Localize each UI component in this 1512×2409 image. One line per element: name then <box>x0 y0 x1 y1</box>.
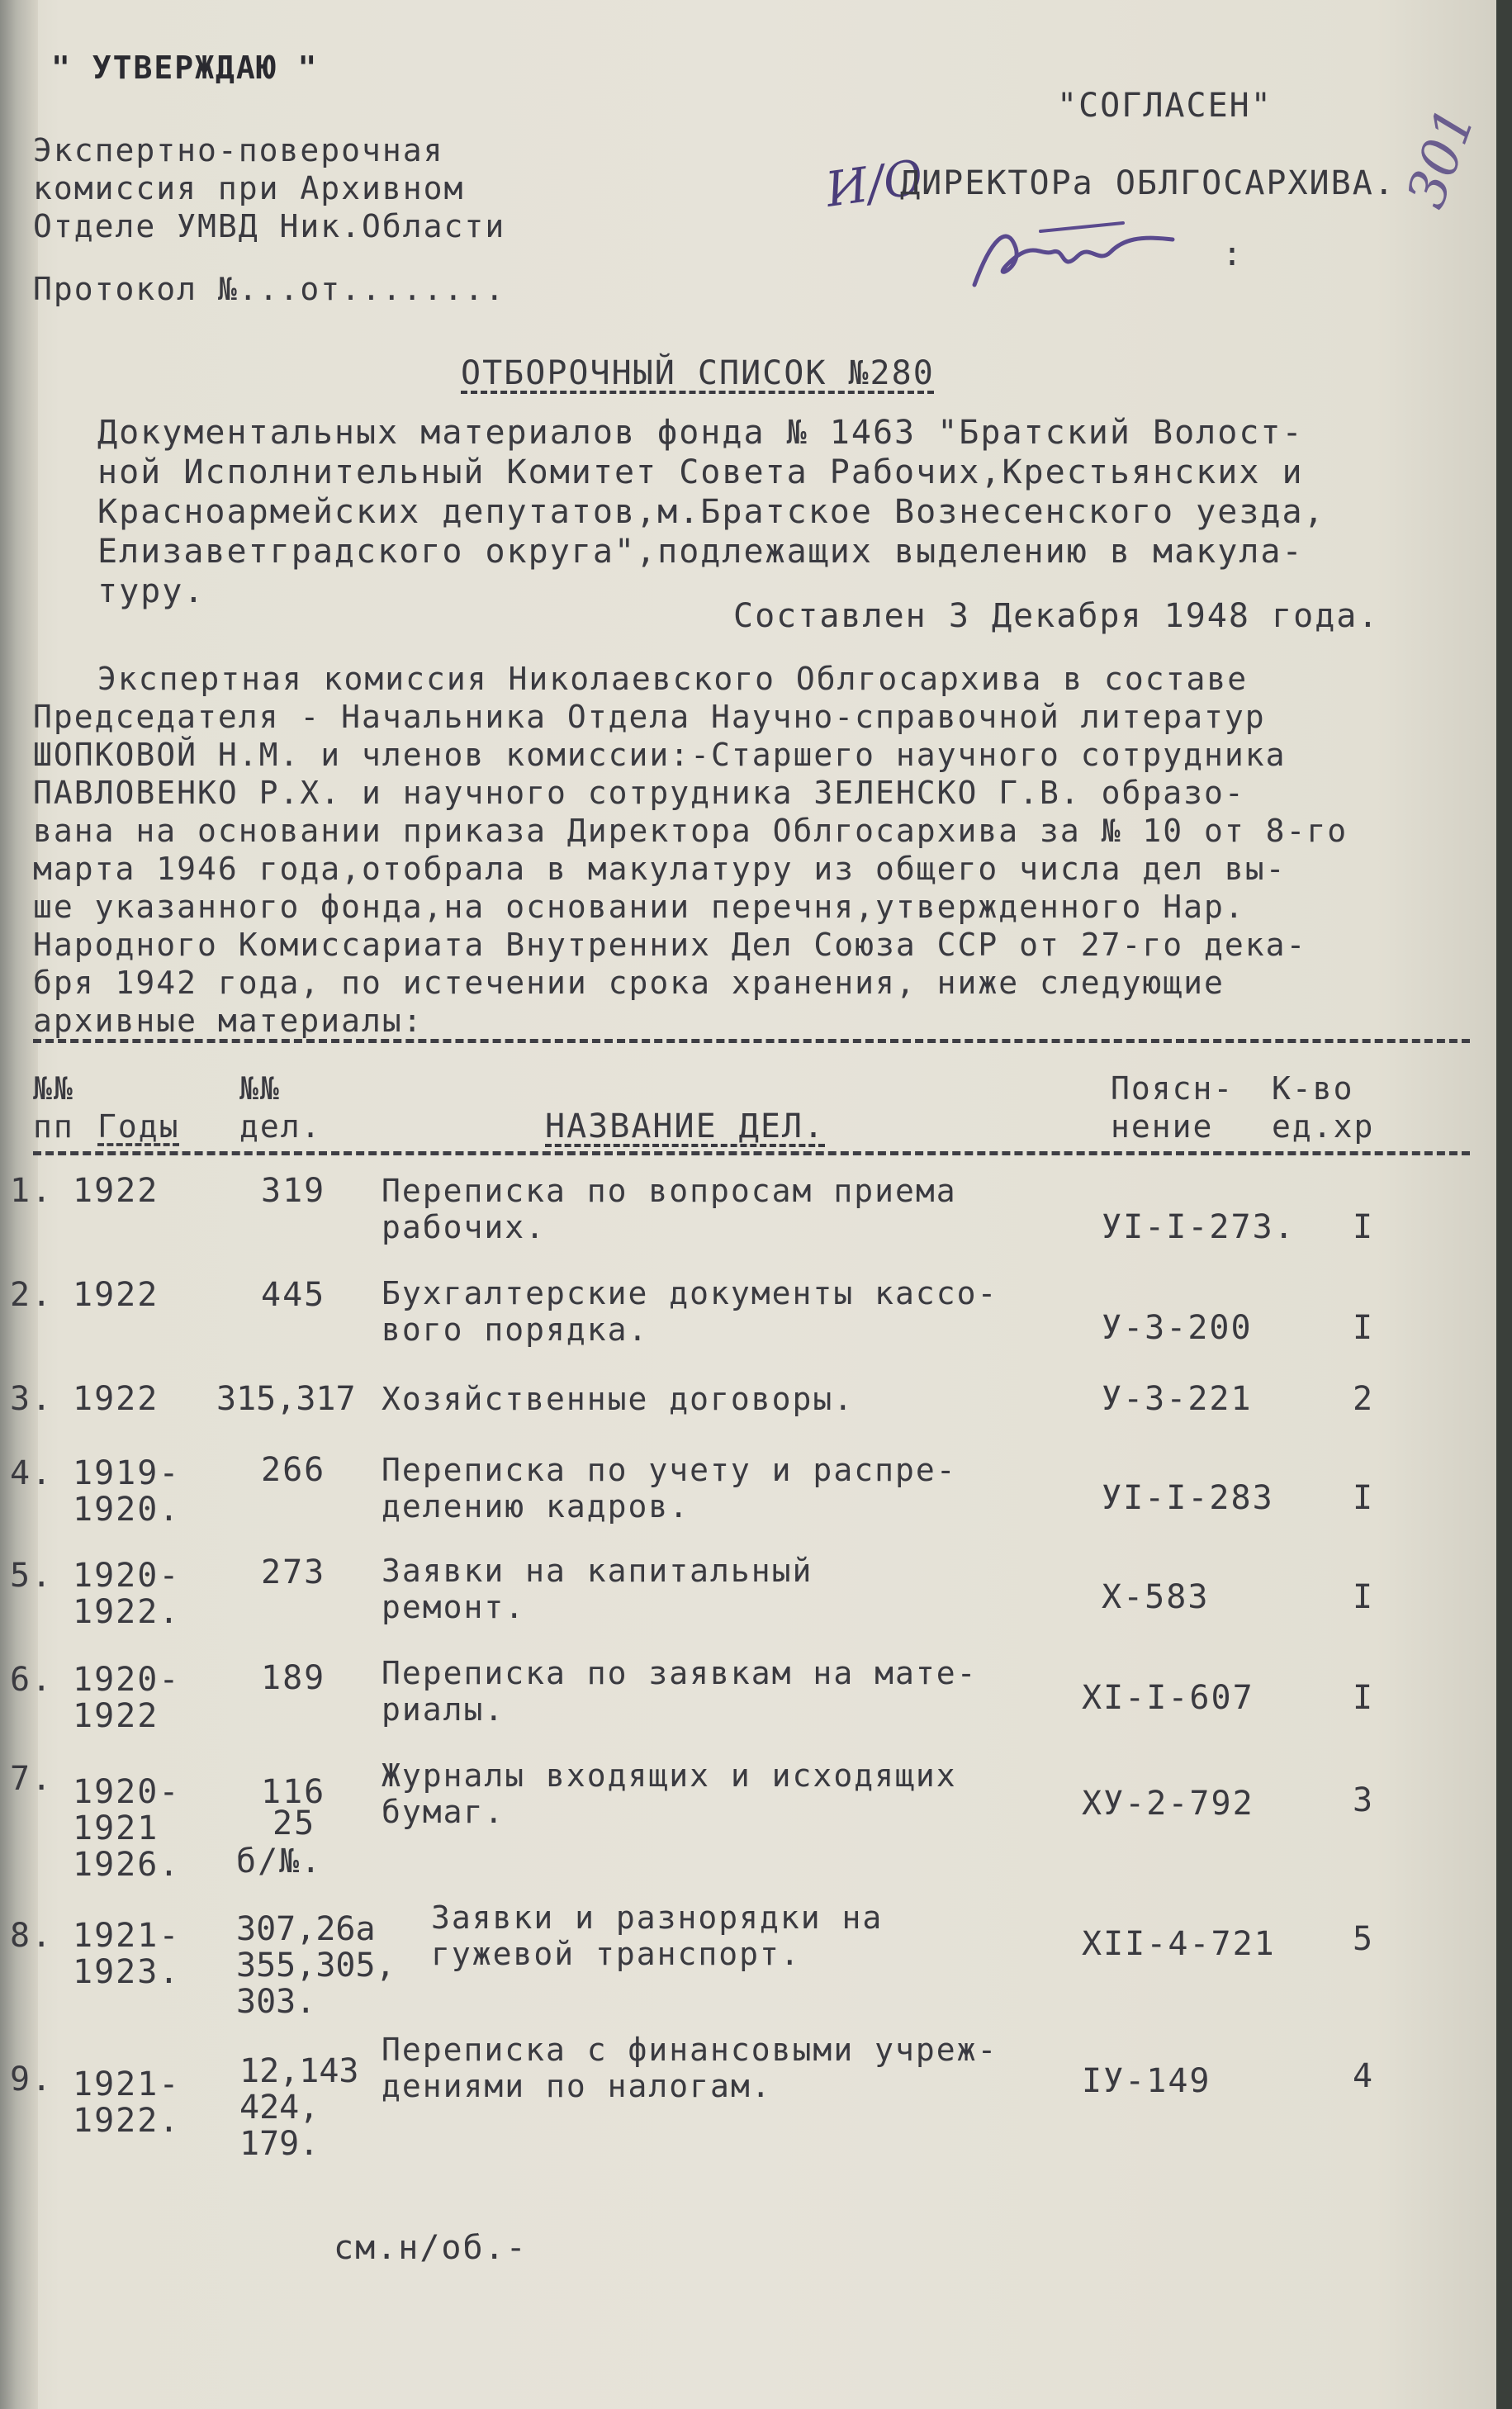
approval-line: Отделе УМВД Ник.Области <box>33 208 506 244</box>
intro-line: ной Исполнительный Комитет Совета Рабочих,Крестьянских и <box>97 453 1304 491</box>
row-years: 1922. <box>73 1593 181 1631</box>
row-title: Переписка по заявкам на мате- <box>382 1655 978 1691</box>
row-title: вого порядка. <box>382 1311 649 1348</box>
row-years: 1922. <box>73 2102 181 2140</box>
row-cases: 315,317 <box>216 1380 356 1418</box>
body-line: Народного Комиссариата Внутренних Дел Союза ССР от 27-го дека- <box>33 927 1307 963</box>
row-count: 2 <box>1353 1380 1375 1418</box>
director-signature <box>958 206 1206 306</box>
body-line: вана на основании приказа Директора Облгосархива за № 10 от 8-го <box>33 813 1348 849</box>
row-title: рабочих. <box>382 1209 547 1245</box>
row-years: 1921- <box>73 2065 181 2103</box>
row-years: 1919- <box>73 1454 181 1492</box>
row-count: 3 <box>1353 1781 1375 1819</box>
body-line: марта 1946 года,отобрала в макулатуру из общего числа дел вы- <box>33 851 1287 887</box>
row-title: Переписка по вопросам приема <box>382 1173 957 1209</box>
row-title: делению кадров. <box>382 1488 690 1525</box>
row-num: 5. <box>10 1557 54 1595</box>
row-num: 7. <box>10 1760 54 1798</box>
row-title: риалы. <box>382 1691 505 1728</box>
row-cases: 116 <box>261 1773 326 1811</box>
row-cases: 179. <box>239 2125 320 2163</box>
agreement-title: "СОГЛАСЕН" <box>1057 87 1273 125</box>
row-note: Х-583 <box>1102 1578 1210 1616</box>
row-title: гужевой транспорт. <box>431 1936 801 1972</box>
row-cases: 445 <box>261 1276 326 1314</box>
row-note: У-3-221 <box>1102 1380 1253 1418</box>
row-note: IУ-149 <box>1082 2062 1211 2100</box>
compiled-date: Составлен 3 Декабря 1948 года. <box>733 597 1380 635</box>
row-title: Бухгалтерские документы кассо- <box>382 1275 998 1311</box>
body-line: Экспертная комиссия Николаевского Облгосархива в составе <box>97 661 1249 697</box>
body-line: Председателя - Начальника Отдела Научно-справочной литератур <box>33 699 1266 735</box>
row-num: 8. <box>10 1917 54 1955</box>
row-title: Переписка с финансовыми учреж- <box>382 2032 998 2068</box>
row-note: УI-I-283 <box>1102 1479 1274 1517</box>
row-years: 1922 <box>73 1697 159 1735</box>
header-num: №№ <box>33 1070 74 1107</box>
row-cases: 266 <box>261 1451 326 1489</box>
row-years: 1926. <box>73 1846 181 1884</box>
row-num: 3. <box>10 1380 54 1418</box>
row-num: 6. <box>10 1661 54 1699</box>
row-years: 1920- <box>73 1773 181 1811</box>
row-title: Журналы входящих и исходящих <box>382 1757 957 1794</box>
body-line: ПАВЛОВЕНКО Р.Х. и научного сотрудника ЗЕЛЕНСКО Г.В. образо- <box>33 775 1245 811</box>
row-years: 1920- <box>73 1557 181 1595</box>
row-note: УI-I-273. <box>1102 1208 1296 1246</box>
row-title: ремонт. <box>382 1589 526 1625</box>
row-num: 1. <box>10 1172 54 1210</box>
header-note: нение <box>1111 1108 1214 1145</box>
protocol-line: Протокол №...от........ <box>33 271 506 307</box>
row-num: 9. <box>10 2060 54 2098</box>
row-years: 1922 <box>73 1380 159 1418</box>
row-title: дениями по налогам. <box>382 2068 772 2104</box>
body-line: ШОПКОВОЙ Н.М. и членов комиссии:-Старшего научного сотрудника <box>33 737 1287 773</box>
header-cases: дел. <box>239 1108 322 1145</box>
row-years: 1920- <box>73 1661 181 1699</box>
body-line: архивные материалы: <box>33 1003 424 1039</box>
header-num: пп <box>33 1108 74 1145</box>
intro-line: Елизаветградского округа",подлежащих выделению в макула- <box>97 533 1304 571</box>
intro-line: Красноармейских депутатов,м.Братское Вознесенского уезда, <box>97 493 1325 531</box>
director-title: ДИРЕКТОРа ОБЛГОСАРХИВА. <box>900 164 1396 202</box>
table-top-rule <box>33 1039 1470 1043</box>
approval-title: " УТВЕРЖДАЮ " <box>51 50 319 86</box>
row-title: Переписка по учету и распре- <box>382 1452 957 1488</box>
table-header-rule <box>33 1151 1470 1155</box>
header-cases: №№ <box>239 1070 281 1107</box>
row-cases: 273 <box>261 1553 326 1591</box>
row-title: бумаг. <box>382 1794 505 1830</box>
list-title: ОТБОРОЧНЫЙ СПИСОК №280 <box>461 354 935 392</box>
row-years: 1923. <box>73 1953 181 1991</box>
row-years: 1921- <box>73 1917 181 1955</box>
intro-line: туру. <box>97 572 206 610</box>
signature-colon: : <box>1222 235 1244 273</box>
row-years: 1920. <box>73 1491 181 1529</box>
page-number-handwritten: 301 <box>1396 100 1488 216</box>
row-cases: 307,26а <box>236 1910 376 1948</box>
row-count: 4 <box>1353 2057 1375 2095</box>
row-title: Хозяйственные договоры. <box>382 1381 855 1417</box>
intro-line: Документальных материалов фонда № 1463 "Братский Волост- <box>97 414 1304 452</box>
row-cases: б/№. <box>236 1842 323 1880</box>
header-count: К-во <box>1272 1070 1354 1107</box>
row-note: У-3-200 <box>1102 1309 1253 1347</box>
row-cases: 189 <box>261 1659 326 1697</box>
row-title: Заявки на капитальный <box>382 1553 813 1589</box>
header-years: Годы <box>97 1108 180 1145</box>
row-count: 5 <box>1353 1920 1375 1958</box>
row-count: I <box>1353 1208 1375 1246</box>
row-years: 1921 <box>73 1809 159 1847</box>
row-count: I <box>1353 1309 1375 1347</box>
row-num: 2. <box>10 1276 54 1314</box>
row-cases: 303. <box>236 1983 316 2021</box>
continued-note: см.н/об.- <box>334 2229 528 2267</box>
row-note: ХI-I-607 <box>1082 1679 1254 1717</box>
header-count: ед.хр <box>1272 1108 1375 1145</box>
header-title: НАЗВАНИЕ ДЕЛ. <box>545 1107 826 1145</box>
row-cases: 355,305, <box>236 1947 396 1985</box>
row-note: ХII-4-721 <box>1082 1925 1276 1963</box>
row-count: I <box>1353 1679 1375 1717</box>
body-line: бря 1942 года, по истечении срока хранения, ниже следующие <box>33 965 1225 1001</box>
row-cases: 25 <box>273 1804 316 1842</box>
row-count: I <box>1353 1578 1375 1616</box>
approval-line: комиссия при Архивном <box>33 170 465 206</box>
row-years: 1922 <box>73 1276 159 1314</box>
row-cases: 12,143 <box>239 2052 359 2090</box>
row-note: ХУ-2-792 <box>1082 1785 1254 1823</box>
approval-line: Экспертно-поверочная <box>33 132 444 168</box>
header-note: Поясн- <box>1111 1070 1235 1107</box>
row-cases: 319 <box>261 1172 326 1210</box>
row-title: Заявки и разнорядки на <box>431 1899 884 1936</box>
director-prefix-handwritten: И/О <box>822 149 927 218</box>
row-cases: 424, <box>239 2089 320 2127</box>
row-num: 4. <box>10 1454 54 1492</box>
row-years: 1922 <box>73 1172 159 1210</box>
body-line: ше указанного фонда,на основании перечня,утвержденного Нар. <box>33 889 1245 925</box>
row-count: I <box>1353 1479 1375 1517</box>
